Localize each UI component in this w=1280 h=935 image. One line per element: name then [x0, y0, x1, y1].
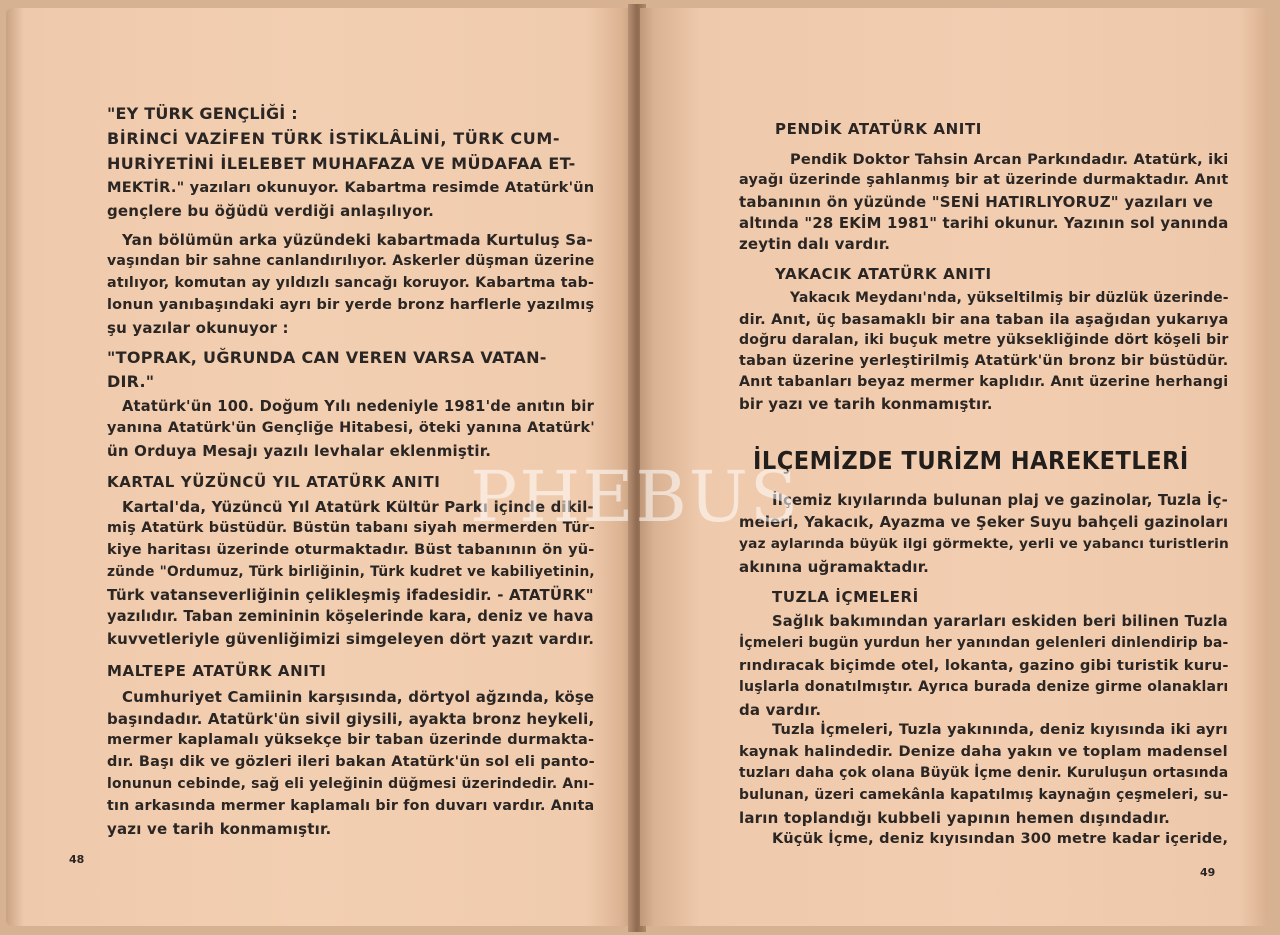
text-line: İlçemiz kıyılarında bulunan plaj ve gazinolar, Tuzla İç-: [772, 492, 1228, 509]
text-line: yaz aylarında büyük ilgi görmekte, yerli ve yabancı turistlerin: [739, 536, 1229, 552]
text-line: akınına uğramaktadır.: [739, 558, 930, 576]
text-line: yazılıdır. Taban zemininin köşelerinde kara, deniz ve hava: [107, 608, 594, 625]
text-line: luşlarla donatılmıştır. Ayrıca burada denize girme olanakları: [739, 679, 1229, 695]
text-line: başındadır. Atatürk'ün sivil giysili, ayakta bronz heykeli,: [107, 710, 595, 728]
text-line: "TOPRAK, UĞRUNDA CAN VEREN VARSA VATAN-: [107, 348, 547, 367]
text-line: ların toplandığı kubbeli yapının hemen dışındadır.: [739, 809, 1171, 827]
text-line: kuvvetleriyle güvenliğimizi simgeleyen dört yazıt vardır.: [107, 630, 595, 648]
section-heading: MALTEPE ATATÜRK ANITI: [107, 662, 327, 680]
chapter-title: İLÇEMİZDE TURİZM HAREKETLERİ: [753, 446, 1189, 475]
text-line: kaynak halindedir. Denize daha yakın ve toplam madensel: [739, 743, 1228, 760]
text-line: lonun yanıbaşındaki ayrı bir yerde bronz harflerle yazılmış: [107, 297, 595, 313]
text-line: Yakacık Meydanı'nda, yükseltilmiş bir düzlük üzerinde-: [790, 290, 1229, 306]
text-line: ayağı üzerinde şahlanmış bir at üzerinde durmaktadır. Anıt: [739, 172, 1229, 188]
text-line: tabanının ön yüzünde "SENİ HATIRLIYORUZ" yazıları ve: [739, 193, 1214, 211]
text-line: Türk vatanseverliğinin çelikleşmiş ifadesidir. - ATATÜRK": [107, 586, 594, 604]
text-line: altında "28 EKİM 1981" tarihi okunur. Yazının sol yanında: [739, 214, 1229, 232]
section-heading: TUZLA İÇMELERİ: [772, 588, 919, 606]
text-line: Sağlık bakımından yararları eskiden beri bilinen Tuzla: [772, 613, 1228, 630]
text-line: MEKTİR." yazıları okunuyor. Kabartma resimde Atatürk'ün: [107, 179, 595, 196]
text-line: rındıracak biçimde otel, lokanta, gazino gibi turistik kuru-: [739, 657, 1229, 674]
text-line: Anıt tabanları beyaz mermer kaplıdır. Anıt üzerine herhangi: [739, 374, 1229, 390]
text-line: kiye haritası üzerinde oturmaktadır. Büst tabanının ön yü-: [107, 542, 595, 558]
text-line: da vardır.: [739, 701, 822, 719]
text-line: gençlere bu öğüdü verdiği anlaşılıyor.: [107, 202, 434, 220]
section-heading: YAKACIK ATATÜRK ANITI: [775, 265, 992, 283]
section-heading: PENDİK ATATÜRK ANITI: [775, 120, 982, 138]
text-line: Cumhuriyet Camiinin karşısında, dörtyol ağzında, köşe: [122, 688, 595, 706]
text-line: mermer kaplamalı yüksekçe bir taban üzerinde durmakta-: [107, 732, 595, 748]
text-line: DIR.": [107, 372, 155, 391]
text-line: lonunun cebinde, sağ eli yeleğinin düğmesi üzerindedir. Anı-: [107, 776, 595, 792]
text-line: bulunan, üzeri camekânla kapatılmış kaynağın çeşmeleri, su-: [739, 787, 1229, 803]
text-line: dir. Anıt, üç basamaklı bir ana taban ila aşağıdan yukarıya: [739, 311, 1229, 328]
text-line: Atatürk'ün 100. Doğum Yılı nedeniyle 1981'de anıtın bir: [122, 398, 595, 415]
watermark: PHEBUS: [470, 456, 800, 538]
text-line: yanına Atatürk'ün Gençliğe Hitabesi, öteki yanına Atatürk': [107, 420, 595, 436]
text-line: şu yazılar okunuyor :: [107, 319, 289, 337]
text-line: atılıyor, komutan ay yıldızlı sancağı koruyor. Kabartma tab-: [107, 275, 595, 291]
text-line: ün Orduya Mesajı yazılı levhalar eklenmiştir.: [107, 442, 492, 460]
text-line: BİRİNCİ VAZİFEN TÜRK İSTİKLÂLİNİ, TÜRK CUM-: [107, 129, 561, 148]
text-line: doğru daralan, iki buçuk metre yüksekliğinde dört köşeli bir: [739, 332, 1229, 348]
text-line: "EY TÜRK GENÇLİĞİ :: [107, 104, 298, 123]
text-line: Pendik Doktor Tahsin Arcan Parkındadır. Atatürk, iki: [790, 151, 1229, 168]
text-line: vaşından bir sahne canlandırılıyor. Askerler düşman üzerine: [107, 253, 595, 269]
text-line: miş Atatürk büstüdür. Büstün tabanı siyah mermerden Tür-: [107, 520, 595, 536]
text-line: yazı ve tarih konmamıştır.: [107, 820, 332, 838]
text-line: Yan bölümün arka yüzündeki kabartmada Kurtuluş Sa-: [122, 231, 593, 249]
text-line: Küçük İçme, deniz kıyısından 300 metre kadar içeride,: [772, 830, 1229, 847]
text-line: HURİYETİNİ İLELEBET MUHAFAZA VE MÜDAFAA ET-: [107, 154, 576, 173]
text-line: tuzları daha çok olana Büyük İçme denir. Kuruluşun ortasında: [739, 765, 1229, 781]
text-line: tın arkasında mermer kaplamalı bir fon duvarı vardır. Anıta: [107, 798, 595, 814]
page-number: 48: [69, 853, 85, 866]
text-line: Tuzla İçmeleri, Tuzla yakınında, deniz kıyısında iki ayrı: [772, 721, 1228, 738]
text-line: meleri, Yakacık, Ayazma ve Şeker Suyu bahçeli gazinoları: [739, 514, 1229, 531]
text-line: zünde "Ordumuz, Türk birliğinin, Türk kudret ve kabiliyetinin,: [107, 564, 595, 580]
page-number: 49: [1200, 866, 1216, 879]
text-line: bir yazı ve tarih konmamıştır.: [739, 395, 993, 413]
text-line: taban üzerine yerleştirilmiş Atatürk'ün bronz bir büstüdür.: [739, 353, 1229, 369]
section-heading: KARTAL YÜZÜNCÜ YIL ATATÜRK ANITI: [107, 473, 441, 491]
text-line: Kartal'da, Yüzüncü Yıl Atatürk Kültür Parkı içinde dikil-: [122, 498, 594, 516]
text-line: dır. Başı dik ve gözleri ileri bakan Atatürk'ün sol eli panto-: [107, 754, 595, 770]
text-line: İçmeleri bugün yurdun her yanından gelenleri dinlendirip ba-: [739, 635, 1229, 651]
text-line: zeytin dalı vardır.: [739, 235, 891, 253]
